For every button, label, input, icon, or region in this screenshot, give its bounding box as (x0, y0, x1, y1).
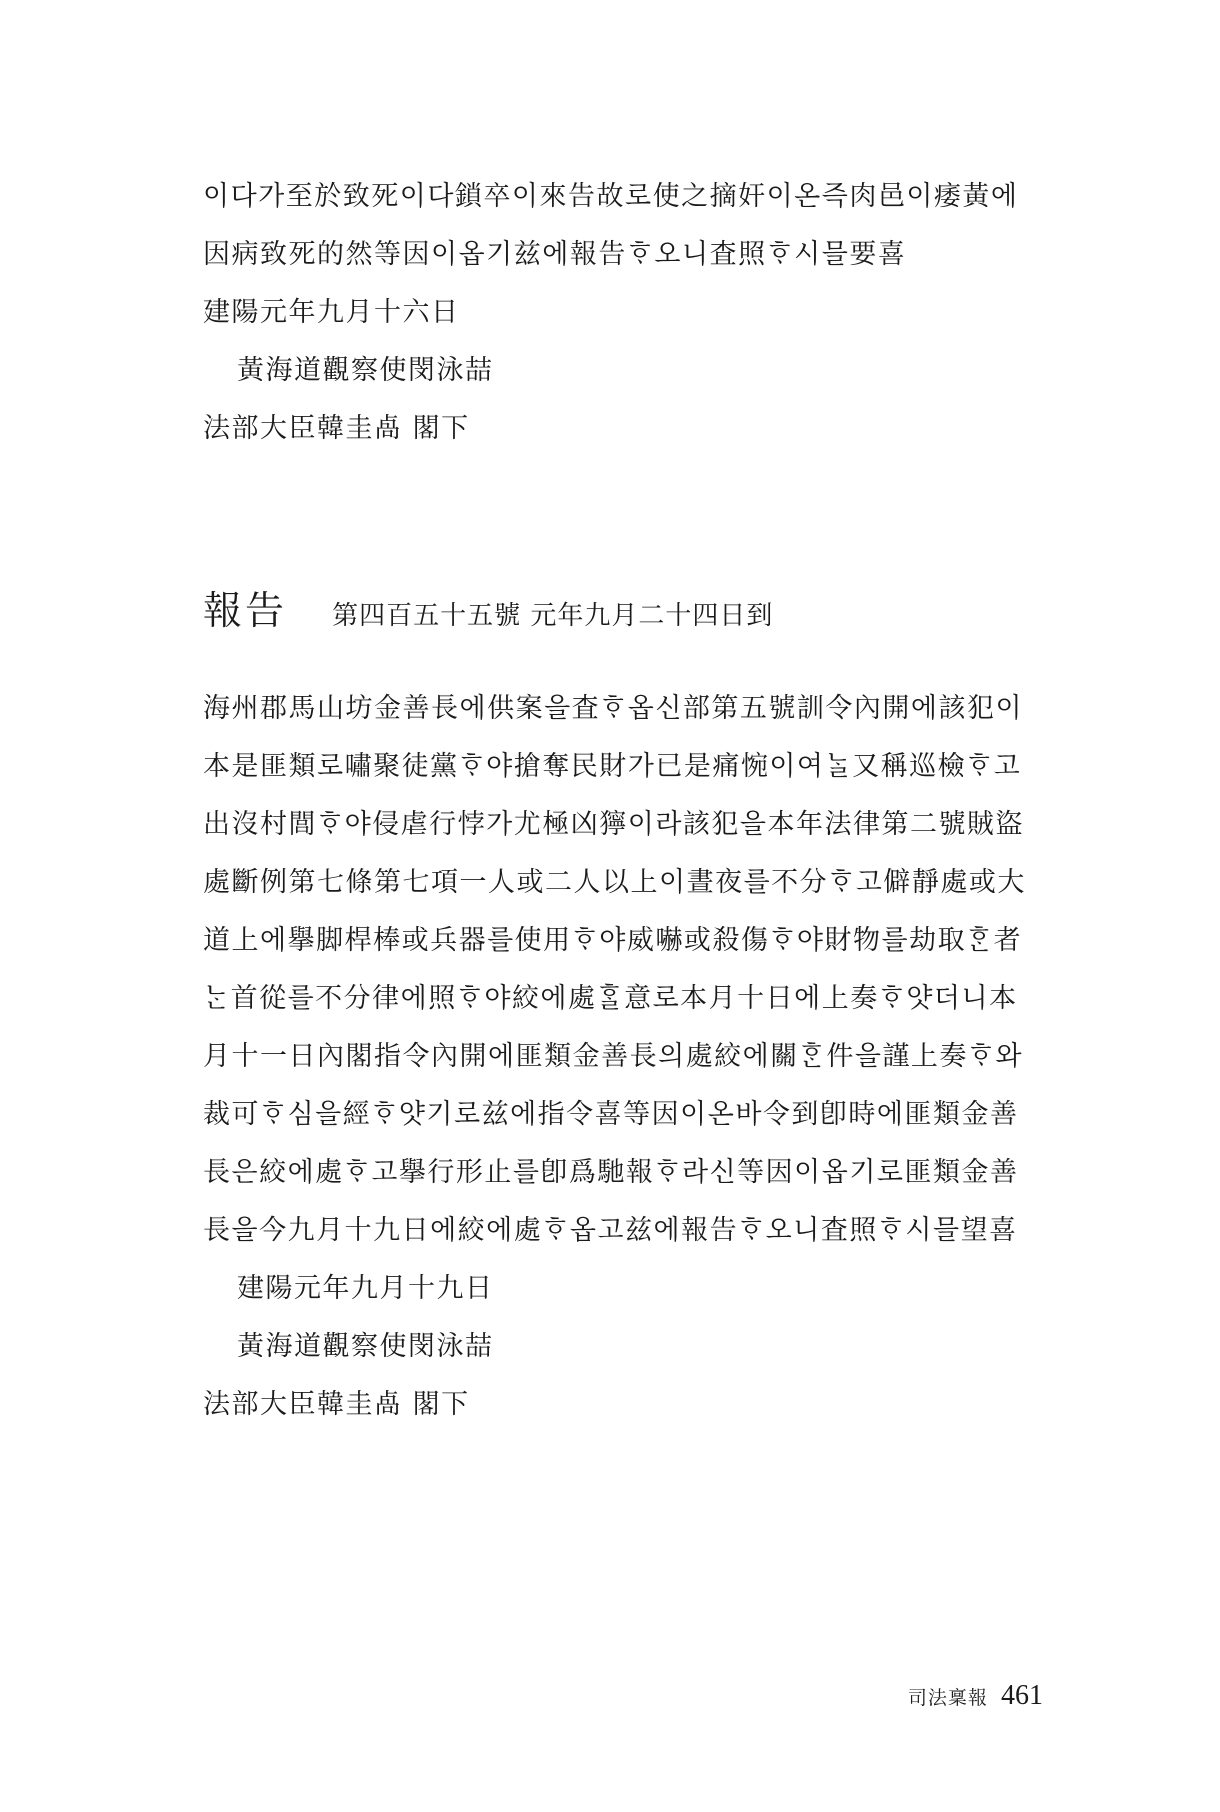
sender-line: 黃海道觀察使閔泳喆 (237, 355, 494, 386)
page-footer (908, 1680, 1043, 1712)
date-line: 建陽元年九月十九日 (237, 1273, 494, 1304)
journal-title: 司法稟報 (907, 1687, 988, 1709)
text-line: 이다가至於致死이다鎖卒이來告故로使之摘奸이온즉肉邑이痿黃에 (203, 181, 1019, 212)
text-line: 長을今九月十九日에絞에處ᄒᆞ옵고兹에報告ᄒᆞ오니査照ᄒᆞ시믈望喜 (203, 1215, 1018, 1246)
report-title: 報告 (203, 589, 288, 634)
text-line: 處斷例第七條第七項一人或二人以上이晝夜를不分ᄒᆞ고僻靜處或大 (203, 867, 1026, 898)
text-line: 本是匪類로嘯聚徒黨ᄒᆞ야搶奪民財가已是痛惋이여ᄂᆞᆯ又稱巡檢ᄒᆞ고 (203, 751, 1022, 782)
recipient-line: 法部大臣韓圭卨 閣下 (203, 413, 470, 444)
text-line: 長은絞에處ᄒᆞ고擧行形止를卽爲馳報ᄒᆞ라신等因이옵기로匪類金善 (203, 1157, 1019, 1188)
sender-line: 黃海道觀察使閔泳喆 (237, 1331, 494, 1362)
text-line: 月十一日內閣指令內開에匪類金善長의處絞에關ᄒᆞᆫ件을謹上奏ᄒᆞ와 (203, 1041, 1024, 1072)
text-line: 因病致死的然等因이옵기兹에報告ᄒᆞ오니査照ᄒᆞ시믈要喜 (203, 239, 907, 270)
text-line: ᄂᆞᆫ首從를不分律에照ᄒᆞ야絞에處ᄒᆞᆯ意로本月十日에上奏ᄒᆞ얏더니本 (203, 983, 1018, 1014)
text-line: 裁可ᄒᆞ심을經ᄒᆞ얏기로兹에指令喜等因이온바令到卽時에匪類金善 (203, 1099, 1019, 1130)
page-number: 461 (1001, 1680, 1043, 1711)
text-line: 海州郡馬山坊金善長에供案을査ᄒᆞ옵신部第五號訓令內開에該犯이 (203, 693, 1024, 724)
report-number-date: 第四百五十五號 元年九月二十四日到 (332, 601, 774, 631)
date-line: 建陽元年九月十六日 (203, 297, 460, 328)
report-heading (203, 580, 773, 640)
report-body (203, 680, 1043, 1434)
text-line: 出沒村閭ᄒᆞ야侵虐行悖가尤極凶獰이라該犯을本年法律第二號賊盜 (203, 809, 1024, 840)
recipient-line: 法部大臣韓圭卨 閣下 (203, 1389, 470, 1420)
text-line: 道上에擧脚桿棒或兵器를使用ᄒᆞ야威嚇或殺傷ᄒᆞ야財物를劫取ᄒᆞᆫ者 (203, 925, 1023, 956)
report-continuation (203, 168, 1043, 458)
